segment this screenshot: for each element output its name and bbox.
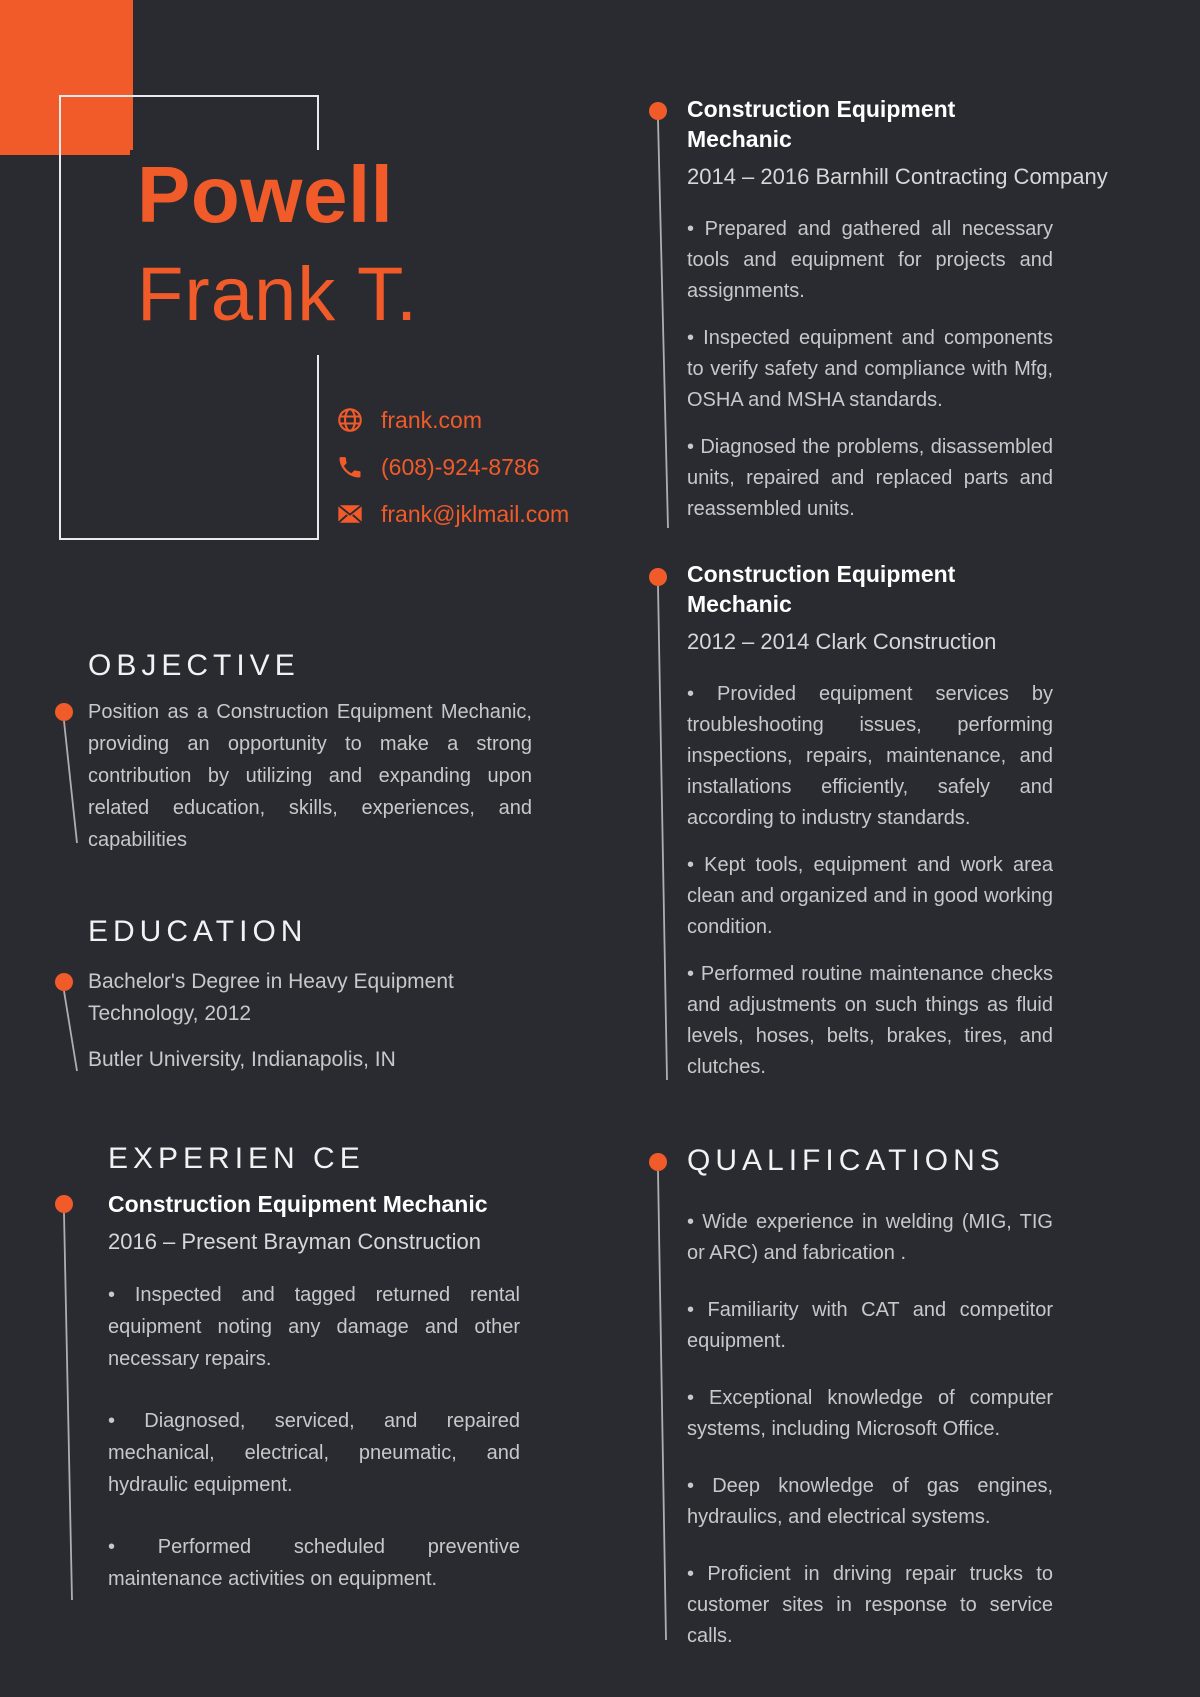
contact-row-phone bbox=[336, 453, 569, 481]
education-school: Butler University, Indianapolis, IN bbox=[88, 1048, 396, 1071]
section-education bbox=[88, 914, 522, 1076]
qualification-item: • Familiarity with CAT and competitor equipment. bbox=[687, 1299, 1053, 1352]
experience-heading: EXPERIEN CE bbox=[108, 1142, 365, 1175]
contact-row-email bbox=[336, 500, 569, 528]
phone-icon bbox=[336, 453, 364, 481]
timeline-dot-experience bbox=[55, 1195, 73, 1213]
job-bullet-list bbox=[108, 1279, 520, 1595]
job-bullet: • Provided equipment services by troubleshooting issues, performing inspections, repairs, maintenance, and installations efficiently, safely and according to industry standards. bbox=[687, 683, 1053, 829]
qualification-item: • Wide experience in welding (MIG, TIG or ARC) and fabrication . bbox=[687, 1211, 1053, 1264]
section-experience bbox=[108, 1141, 520, 1595]
name-block bbox=[130, 150, 448, 355]
name-last-line: Frank T. bbox=[137, 252, 419, 337]
globe-icon bbox=[336, 406, 364, 434]
timeline-dot-job-2012 bbox=[649, 568, 667, 586]
job-bullet: • Inspected and tagged returned rental equipment noting any damage and other necessary repairs. bbox=[108, 1284, 520, 1370]
job-title: Construction Equipment Mechanic bbox=[687, 561, 956, 617]
section-qualifications bbox=[687, 1143, 1053, 1652]
education-degree: Bachelor's Degree in Heavy Equipment Technology, 2012 bbox=[88, 970, 454, 1025]
job-bullet: • Kept tools, equipment and work area clean and organized and in good working condition. bbox=[687, 854, 1053, 938]
timeline-dot-job-2014 bbox=[649, 102, 667, 120]
qualifications-heading: QUALIFICATIONS bbox=[687, 1144, 1005, 1177]
job-period: 2016 – Present Brayman Construction bbox=[108, 1229, 481, 1254]
job-bullet: • Inspected equipment and components to verify safety and compliance with Mfg, OSHA and MSHA standards. bbox=[687, 327, 1053, 411]
job-period: 2014 – 2016 Barnhill Contracting Company bbox=[687, 164, 1108, 189]
qualification-item: • Proficient in driving repair trucks to customer sites in response to service calls. bbox=[687, 1563, 1053, 1647]
objective-text: Position as a Construction Equipment Mechanic, providing an opportunity to make a strong contribution by utilizing and expanding upon related education, skills, experiences, and capabilities bbox=[88, 701, 532, 851]
job-bullet: • Performed scheduled preventive maintenance activities on equipment. bbox=[108, 1536, 520, 1590]
section-job-2014 bbox=[687, 94, 1108, 525]
job-bullet-list bbox=[687, 214, 1053, 525]
email-address[interactable]: frank@jklmail.com bbox=[381, 501, 570, 527]
website-link[interactable]: frank.com bbox=[381, 407, 482, 433]
section-job-2012 bbox=[687, 559, 1053, 1083]
objective-heading: OBJECTIVE bbox=[88, 649, 300, 682]
timeline-dot-qualifications bbox=[649, 1153, 667, 1171]
job-title: Construction Equipment Mechanic bbox=[108, 1191, 488, 1217]
qualification-item: • Deep knowledge of gas engines, hydraulics, and electrical systems. bbox=[687, 1475, 1053, 1528]
job-period: 2012 – 2014 Clark Construction bbox=[687, 629, 997, 654]
job-bullet: • Performed routine maintenance checks and adjustments on such things as fluid levels, hoses, belts, brakes, tires, and clutches. bbox=[687, 963, 1053, 1078]
qualification-item: • Exceptional knowledge of computer systems, including Microsoft Office. bbox=[687, 1387, 1053, 1440]
job-bullet-list bbox=[687, 679, 1053, 1083]
contact-row-website bbox=[336, 406, 569, 434]
job-bullet: • Diagnosed, serviced, and repaired mechanical, electrical, pneumatic, and hydraulic equipment. bbox=[108, 1410, 520, 1496]
timeline-dot-objective bbox=[55, 703, 73, 721]
phone-number[interactable]: (608)-924-8786 bbox=[381, 454, 540, 480]
job-title: Construction Equipment Mechanic bbox=[687, 96, 956, 152]
education-heading: EDUCATION bbox=[88, 915, 308, 948]
section-objective bbox=[88, 648, 532, 856]
job-bullet: • Diagnosed the problems, disassembled units, repaired and replaced parts and reassembled units. bbox=[687, 436, 1053, 520]
name-first-line: Powell bbox=[137, 150, 394, 239]
mail-icon bbox=[336, 500, 364, 528]
timeline-dot-education bbox=[55, 973, 73, 991]
contact-list bbox=[336, 406, 569, 528]
job-bullet: • Prepared and gathered all necessary tools and equipment for projects and assignments. bbox=[687, 218, 1053, 302]
qualification-list bbox=[687, 1207, 1053, 1652]
